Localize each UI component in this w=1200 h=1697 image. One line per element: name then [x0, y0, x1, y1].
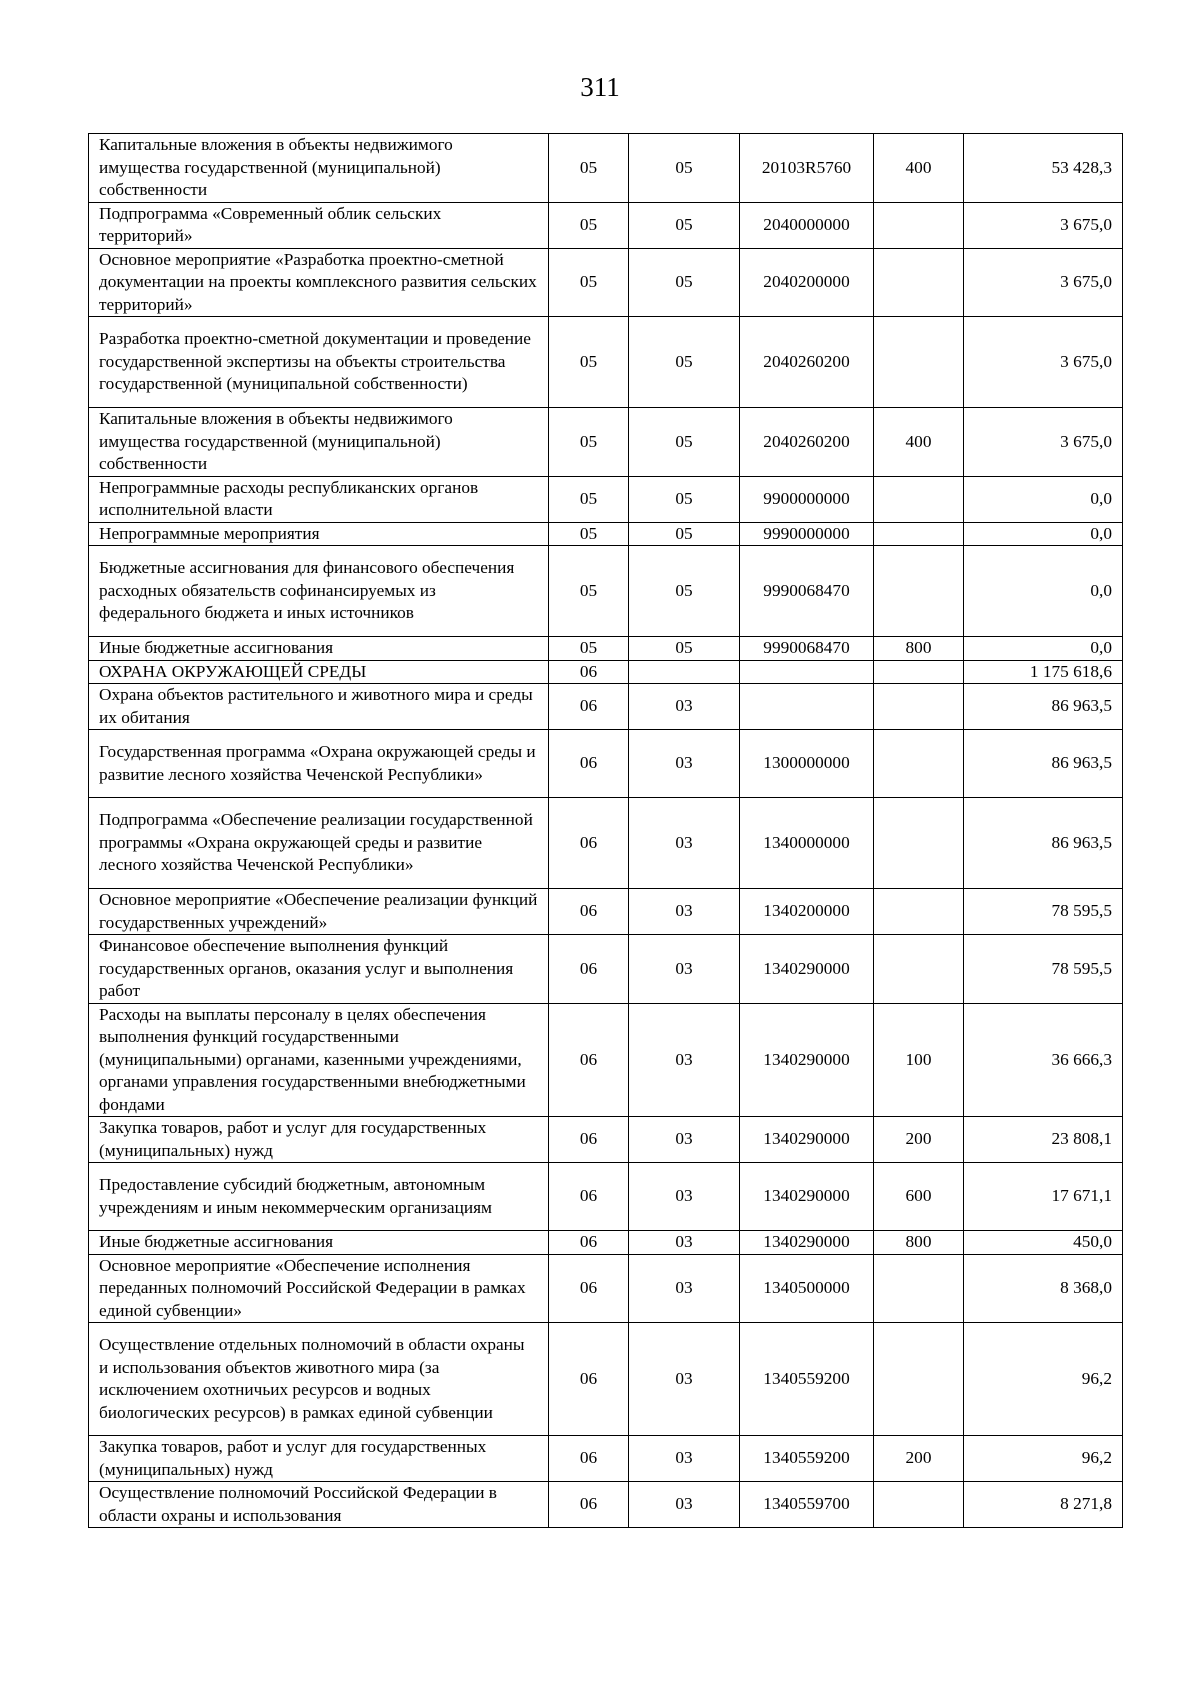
row-name-cell: Осуществление отдельных полномочий в области охраны и использования объектов животного мира (за исключением охотничьих ресурсов и водных биологических ресурсов) в рамках единой субвенции — [89, 1323, 549, 1436]
row-name-cell: Бюджетные ассигнования для финансового обеспечения расходных обязательств софинансируемых из федерального бюджета и иных источников — [89, 546, 549, 637]
row-subsection-code: 03 — [629, 798, 740, 889]
table-row — [89, 1482, 1123, 1528]
row-section-code: 05 — [549, 317, 629, 408]
row-subsection-code — [629, 660, 740, 684]
row-amount: 1 175 618,6 — [964, 660, 1123, 684]
table-row — [89, 546, 1123, 637]
row-name-cell: Государственная программа «Охрана окружающей среды и развитие лесного хозяйства Чеченской Республики» — [89, 730, 549, 798]
row-subsection-code: 03 — [629, 935, 740, 1004]
row-target-article-code: 2040260200 — [740, 408, 874, 477]
row-name-cell: Капитальные вложения в объекты недвижимого имущества государственной (муниципальной) собственности — [89, 408, 549, 477]
row-subsection-code: 05 — [629, 408, 740, 477]
row-expense-type-code: 600 — [874, 1163, 964, 1231]
row-name-cell: Подпрограмма «Современный облик сельских территорий» — [89, 202, 549, 248]
row-amount: 78 595,5 — [964, 935, 1123, 1004]
row-section-code: 06 — [549, 660, 629, 684]
row-name-cell: Разработка проектно-сметной документации и проведение государственной экспертизы на объекты строительства государственной (муниципальной собственности) — [89, 317, 549, 408]
row-target-article-code: 1340559200 — [740, 1436, 874, 1482]
row-section-code: 06 — [549, 1482, 629, 1528]
row-expense-type-code — [874, 546, 964, 637]
row-target-article-code: 1340290000 — [740, 1231, 874, 1255]
row-name-cell: Закупка товаров, работ и услуг для государственных (муниципальных) нужд — [89, 1436, 549, 1482]
row-expense-type-code — [874, 202, 964, 248]
row-subsection-code: 03 — [629, 1482, 740, 1528]
row-target-article-code: 2040200000 — [740, 248, 874, 317]
budget-table-body — [89, 134, 1123, 1528]
table-row — [89, 1231, 1123, 1255]
table-row — [89, 935, 1123, 1004]
page-number: 311 — [580, 72, 620, 102]
row-expense-type-code — [874, 684, 964, 730]
table-row — [89, 1163, 1123, 1231]
row-target-article-code: 9990068470 — [740, 637, 874, 661]
row-section-code: 05 — [549, 546, 629, 637]
row-amount: 23 808,1 — [964, 1117, 1123, 1163]
row-amount: 3 675,0 — [964, 202, 1123, 248]
row-name-cell: Капитальные вложения в объекты недвижимого имущества государственной (муниципальной) собственности — [89, 134, 549, 203]
row-section-code: 05 — [549, 637, 629, 661]
row-target-article-code: 9990068470 — [740, 546, 874, 637]
row-expense-type-code: 800 — [874, 637, 964, 661]
row-subsection-code: 03 — [629, 889, 740, 935]
row-amount: 0,0 — [964, 637, 1123, 661]
row-subsection-code: 05 — [629, 522, 740, 546]
row-section-code: 05 — [549, 408, 629, 477]
row-section-code: 06 — [549, 730, 629, 798]
row-expense-type-code — [874, 798, 964, 889]
row-expense-type-code — [874, 317, 964, 408]
row-subsection-code: 05 — [629, 248, 740, 317]
table-row — [89, 476, 1123, 522]
row-expense-type-code — [874, 476, 964, 522]
row-section-code: 05 — [549, 522, 629, 546]
row-target-article-code: 1340559200 — [740, 1323, 874, 1436]
row-target-article-code: 1300000000 — [740, 730, 874, 798]
row-section-code: 05 — [549, 248, 629, 317]
row-subsection-code: 03 — [629, 1163, 740, 1231]
row-target-article-code: 1340000000 — [740, 798, 874, 889]
table-row — [89, 889, 1123, 935]
row-expense-type-code: 200 — [874, 1436, 964, 1482]
row-target-article-code: 2040000000 — [740, 202, 874, 248]
row-expense-type-code: 800 — [874, 1231, 964, 1255]
row-name-cell: Охрана объектов растительного и животного мира и среды их обитания — [89, 684, 549, 730]
row-subsection-code: 03 — [629, 684, 740, 730]
table-row — [89, 1323, 1123, 1436]
row-name-cell: Предоставление субсидий бюджетным, автономным учреждениям и иным некоммерческим организациям — [89, 1163, 549, 1231]
row-subsection-code: 03 — [629, 730, 740, 798]
row-expense-type-code — [874, 1323, 964, 1436]
row-name-cell: ОХРАНА ОКРУЖАЮЩЕЙ СРЕДЫ — [89, 660, 549, 684]
row-expense-type-code: 100 — [874, 1003, 964, 1117]
row-amount: 96,2 — [964, 1323, 1123, 1436]
row-target-article-code: 1340290000 — [740, 1163, 874, 1231]
row-expense-type-code — [874, 522, 964, 546]
table-row — [89, 1117, 1123, 1163]
row-amount: 8 368,0 — [964, 1254, 1123, 1323]
table-row — [89, 522, 1123, 546]
table-row — [89, 637, 1123, 661]
row-section-code: 06 — [549, 798, 629, 889]
row-expense-type-code — [874, 248, 964, 317]
row-amount: 53 428,3 — [964, 134, 1123, 203]
row-amount: 86 963,5 — [964, 730, 1123, 798]
row-target-article-code: 1340559700 — [740, 1482, 874, 1528]
row-section-code: 06 — [549, 889, 629, 935]
table-row — [89, 1436, 1123, 1482]
row-section-code: 06 — [549, 1254, 629, 1323]
row-amount: 78 595,5 — [964, 889, 1123, 935]
row-target-article-code: 1340290000 — [740, 935, 874, 1004]
table-row — [89, 202, 1123, 248]
row-section-code: 06 — [549, 935, 629, 1004]
row-subsection-code: 05 — [629, 637, 740, 661]
table-row — [89, 730, 1123, 798]
row-name-cell: Иные бюджетные ассигнования — [89, 637, 549, 661]
row-amount: 3 675,0 — [964, 408, 1123, 477]
row-section-code: 06 — [549, 1436, 629, 1482]
row-amount: 0,0 — [964, 522, 1123, 546]
row-subsection-code: 05 — [629, 476, 740, 522]
row-name-cell: Иные бюджетные ассигнования — [89, 1231, 549, 1255]
row-amount: 96,2 — [964, 1436, 1123, 1482]
row-name-cell: Осуществление полномочий Российской Федерации в области охраны и использования — [89, 1482, 549, 1528]
row-subsection-code: 05 — [629, 134, 740, 203]
row-name-cell: Финансовое обеспечение выполнения функций государственных органов, оказания услуг и выполнения работ — [89, 935, 549, 1004]
row-subsection-code: 03 — [629, 1254, 740, 1323]
row-section-code: 06 — [549, 1231, 629, 1255]
row-expense-type-code: 400 — [874, 134, 964, 203]
row-name-cell: Непрограммные мероприятия — [89, 522, 549, 546]
row-amount: 3 675,0 — [964, 248, 1123, 317]
table-row — [89, 1003, 1123, 1117]
row-amount: 0,0 — [964, 476, 1123, 522]
row-target-article-code: 9900000000 — [740, 476, 874, 522]
row-target-article-code: 1340500000 — [740, 1254, 874, 1323]
row-expense-type-code — [874, 1254, 964, 1323]
row-name-cell: Непрограммные расходы республиканских органов исполнительной власти — [89, 476, 549, 522]
row-subsection-code: 05 — [629, 546, 740, 637]
row-expense-type-code — [874, 889, 964, 935]
row-target-article-code: 9990000000 — [740, 522, 874, 546]
row-section-code: 06 — [549, 1323, 629, 1436]
row-target-article-code: 1340200000 — [740, 889, 874, 935]
row-expense-type-code — [874, 730, 964, 798]
row-expense-type-code: 200 — [874, 1117, 964, 1163]
row-name-cell: Основное мероприятие «Разработка проектно-сметной документации на проекты комплексного развития сельских территорий» — [89, 248, 549, 317]
row-target-article-code — [740, 684, 874, 730]
table-row — [89, 248, 1123, 317]
row-target-article-code: 1340290000 — [740, 1003, 874, 1117]
row-expense-type-code: 400 — [874, 408, 964, 477]
table-row — [89, 134, 1123, 203]
table-row — [89, 660, 1123, 684]
row-amount: 0,0 — [964, 546, 1123, 637]
row-target-article-code: 1340290000 — [740, 1117, 874, 1163]
row-section-code: 06 — [549, 1117, 629, 1163]
row-expense-type-code — [874, 1482, 964, 1528]
row-amount: 3 675,0 — [964, 317, 1123, 408]
row-name-cell: Основное мероприятие «Обеспечение исполнения переданных полномочий Российской Федерации в рамках единой субвенции» — [89, 1254, 549, 1323]
row-subsection-code: 03 — [629, 1003, 740, 1117]
row-amount: 86 963,5 — [964, 798, 1123, 889]
row-name-cell: Расходы на выплаты персоналу в целях обеспечения выполнения функций государственными (муниципальными) органами, казенными учреждениями, органами управления государственными внебюджетными фондами — [89, 1003, 549, 1117]
row-expense-type-code — [874, 935, 964, 1004]
row-section-code: 05 — [549, 134, 629, 203]
row-section-code: 05 — [549, 202, 629, 248]
row-target-article-code — [740, 660, 874, 684]
table-row — [89, 317, 1123, 408]
row-target-article-code: 2040260200 — [740, 317, 874, 408]
row-subsection-code: 03 — [629, 1436, 740, 1482]
row-name-cell: Закупка товаров, работ и услуг для государственных (муниципальных) нужд — [89, 1117, 549, 1163]
row-name-cell: Основное мероприятие «Обеспечение реализации функций государственных учреждений» — [89, 889, 549, 935]
row-name-cell: Подпрограмма «Обеспечение реализации государственной программы «Охрана окружающей среды и развитие лесного хозяйства Чеченской Республики» — [89, 798, 549, 889]
row-subsection-code: 03 — [629, 1117, 740, 1163]
budget-table — [88, 133, 1123, 1528]
row-subsection-code: 03 — [629, 1231, 740, 1255]
row-target-article-code: 20103R5760 — [740, 134, 874, 203]
row-section-code: 06 — [549, 684, 629, 730]
row-subsection-code: 05 — [629, 317, 740, 408]
table-row — [89, 1254, 1123, 1323]
table-row — [89, 798, 1123, 889]
row-expense-type-code — [874, 660, 964, 684]
row-section-code: 05 — [549, 476, 629, 522]
row-amount: 8 271,8 — [964, 1482, 1123, 1528]
row-amount: 36 666,3 — [964, 1003, 1123, 1117]
row-amount: 450,0 — [964, 1231, 1123, 1255]
row-section-code: 06 — [549, 1003, 629, 1117]
row-section-code: 06 — [549, 1163, 629, 1231]
row-subsection-code: 05 — [629, 202, 740, 248]
row-amount: 86 963,5 — [964, 684, 1123, 730]
table-row — [89, 408, 1123, 477]
row-subsection-code: 03 — [629, 1323, 740, 1436]
row-amount: 17 671,1 — [964, 1163, 1123, 1231]
table-row — [89, 684, 1123, 730]
